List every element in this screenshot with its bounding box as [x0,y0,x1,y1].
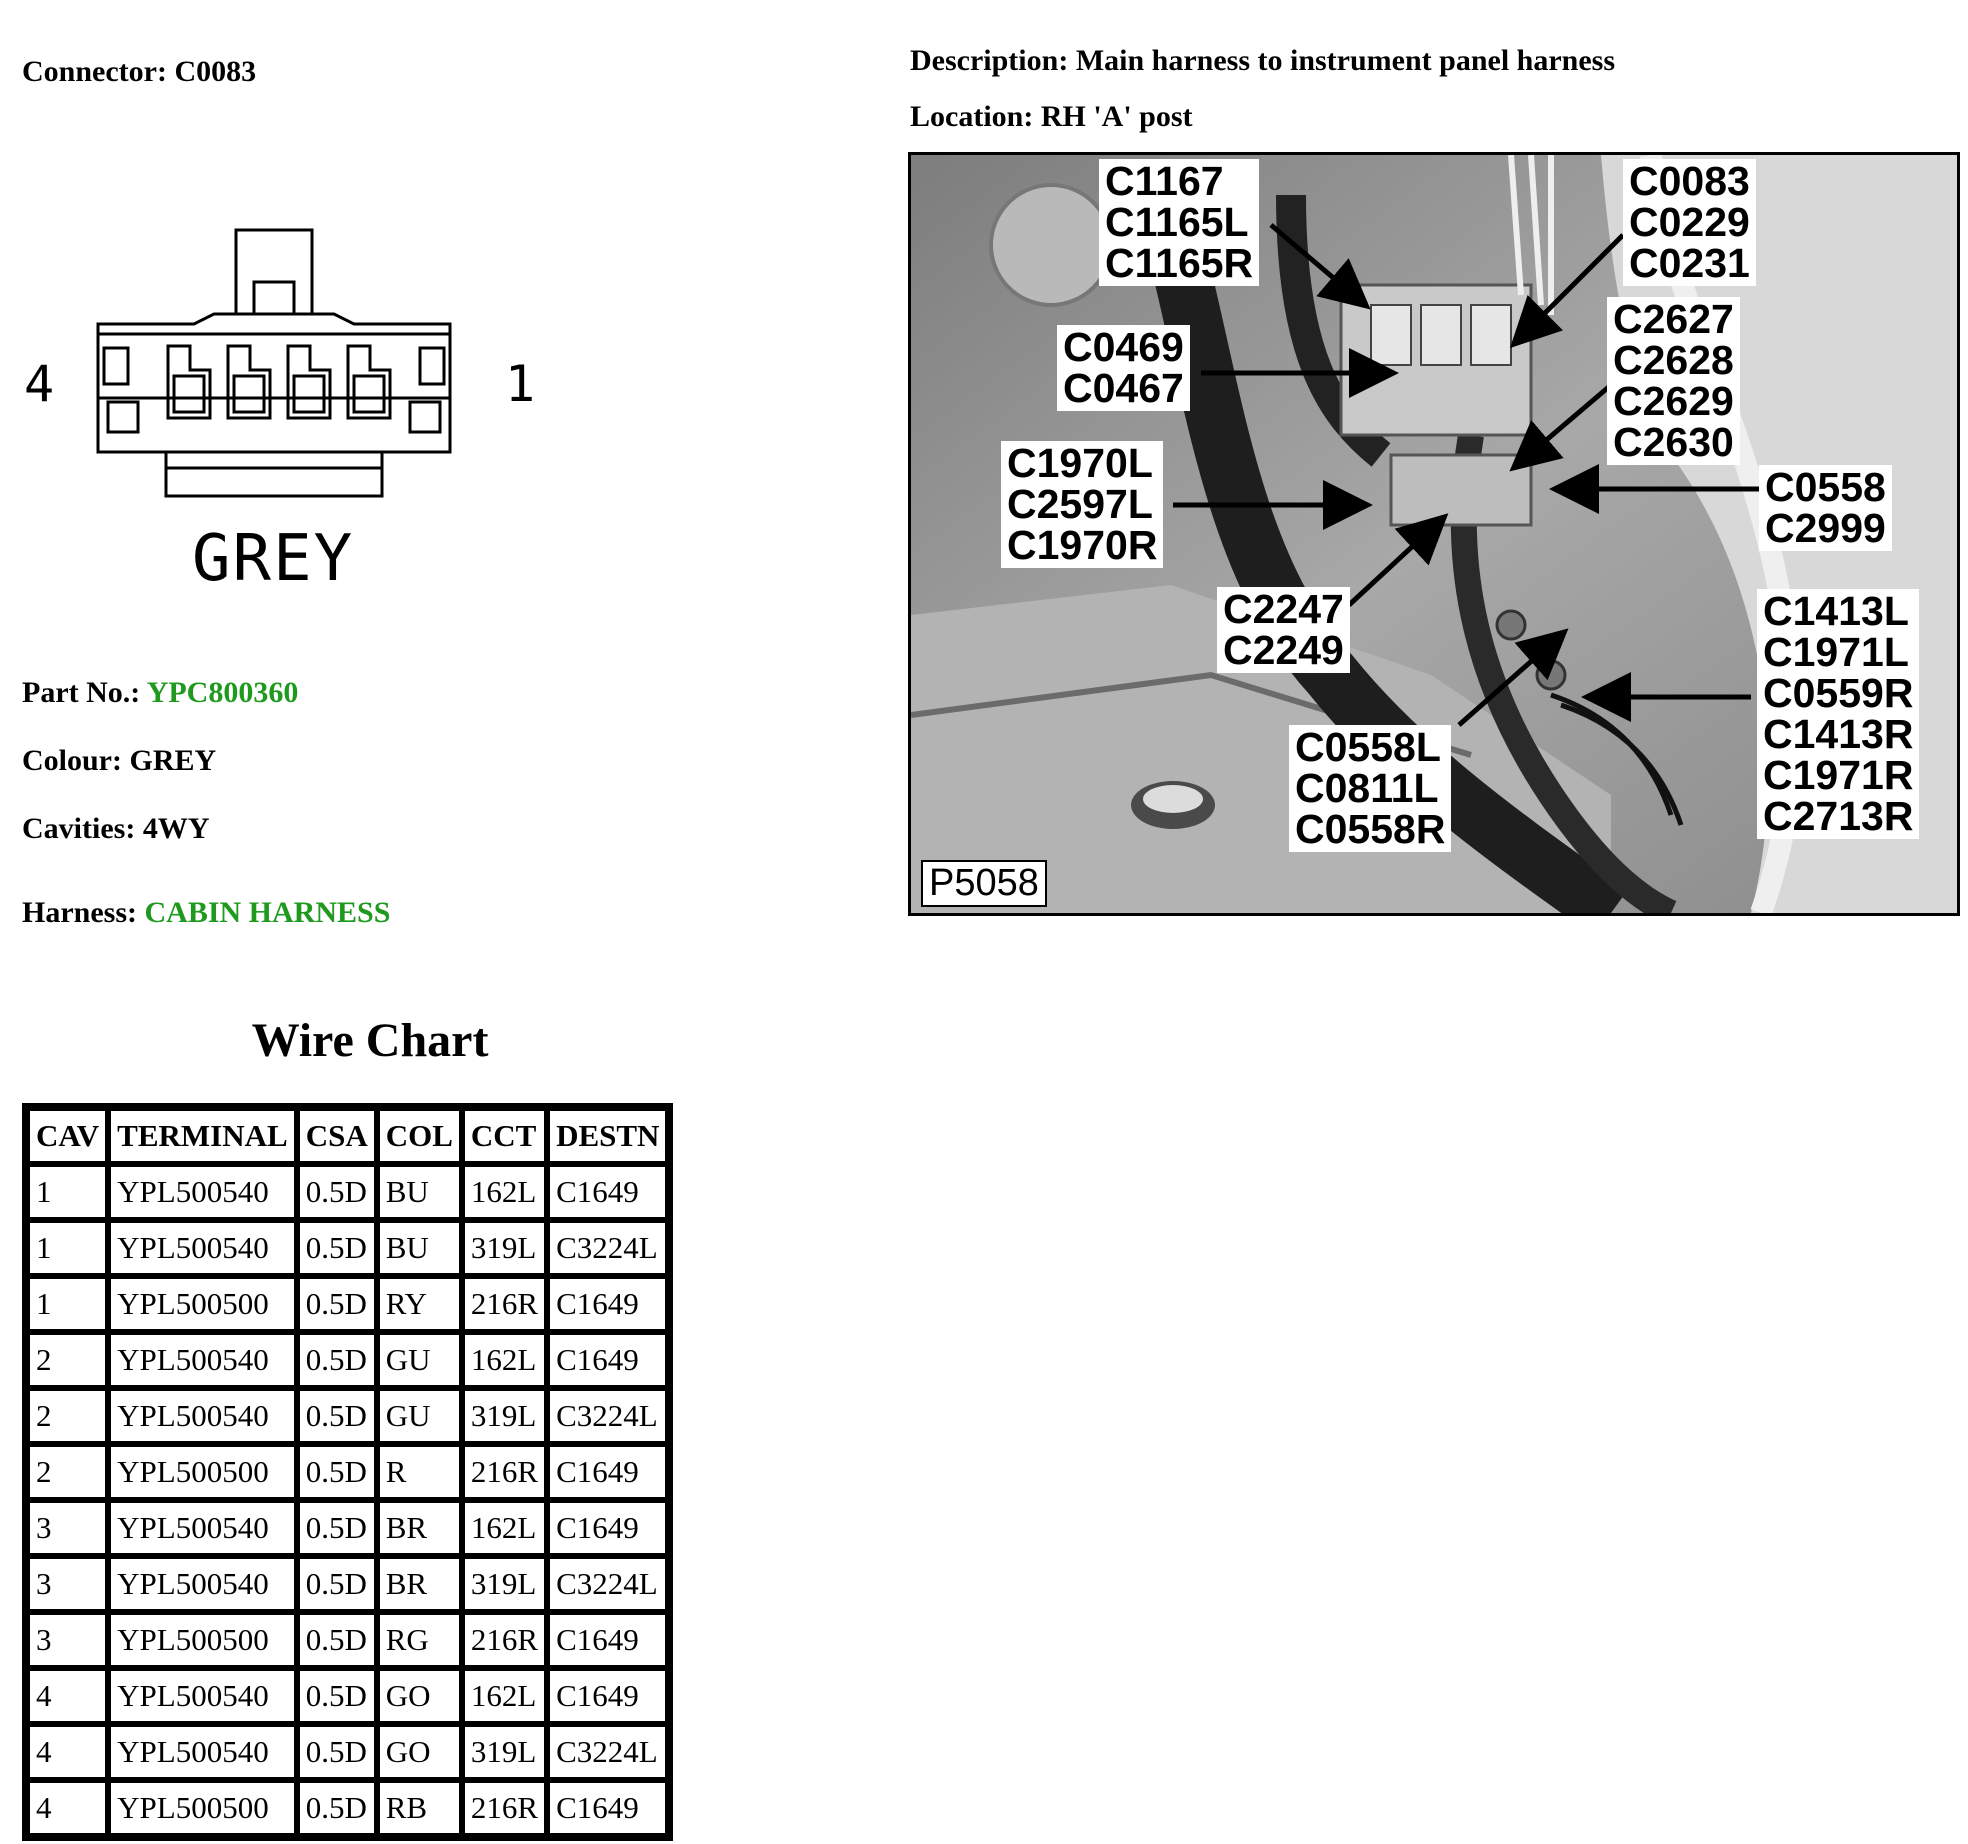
pin-number-left: 4 [24,355,55,413]
callout-c0558-group [1759,465,1892,551]
description-line [910,44,1615,78]
table-cell: BU [377,1220,462,1276]
table-cell: C1649 [547,1612,668,1668]
harness-line [22,896,390,930]
table-row [27,1612,668,1668]
callout-c2627-group [1607,297,1740,465]
table-cell: 0.5D [297,1500,377,1556]
table-cell: C3224L [547,1724,668,1780]
table-cell: 0.5D [297,1668,377,1724]
part-no-line [22,676,298,710]
table-cell: 2 [27,1444,108,1500]
table-cell: 216R [462,1612,547,1668]
callout-line: C0467 [1063,365,1184,411]
table-row [27,1500,668,1556]
table-cell: BR [377,1556,462,1612]
table-cell: 2 [27,1388,108,1444]
table-cell: 319L [462,1724,547,1780]
callout-line: C0558 [1765,464,1886,510]
table-row [27,1164,668,1220]
table-cell: 0.5D [297,1164,377,1220]
table-row [27,1780,668,1836]
table-cell: 0.5D [297,1556,377,1612]
table-cell: YPL500500 [108,1276,297,1332]
callout-line: C1970R [1007,522,1158,568]
callout-line: C0083 [1629,158,1750,204]
table-cell: 216R [462,1276,547,1332]
table-cell: GU [377,1388,462,1444]
table-cell: 0.5D [297,1612,377,1668]
location-photo [908,152,1960,916]
table-row [27,1444,668,1500]
table-cell: 0.5D [297,1388,377,1444]
table-cell: RY [377,1276,462,1332]
description-value: Main harness to instrument panel harness [1075,44,1616,77]
table-cell: BU [377,1164,462,1220]
table-cell: 0.5D [297,1444,377,1500]
callout-line: C0558L [1295,724,1441,770]
column-header: COL [377,1108,462,1164]
table-cell: 162L [462,1668,547,1724]
callout-line: C2630 [1613,419,1734,465]
table-cell: C1649 [547,1332,668,1388]
table-cell: 4 [27,1668,108,1724]
table-cell: 2 [27,1332,108,1388]
callout-line: C1165R [1105,240,1254,286]
harness-label: Harness: [22,896,137,929]
callout-line: C2629 [1613,378,1734,424]
wire-chart-body [27,1164,668,1836]
callout-c1413l-group [1757,589,1919,839]
callout-line: C1165L [1105,199,1249,245]
table-cell: 3 [27,1500,108,1556]
callout-line: C1167 [1105,158,1224,204]
table-cell: 3 [27,1556,108,1612]
table-cell: C3224L [547,1556,668,1612]
table-row [27,1668,668,1724]
callout-line: C1413L [1763,588,1909,634]
cavities-label: Cavities: [22,812,136,845]
table-cell: C3224L [547,1220,668,1276]
table-cell: RG [377,1612,462,1668]
table-row [27,1276,668,1332]
table-cell: 0.5D [297,1332,377,1388]
location-value: RH 'A' post [1040,100,1193,133]
callout-line: C2627 [1613,296,1734,342]
table-row [27,1556,668,1612]
table-cell: 162L [462,1500,547,1556]
table-cell: YPL500540 [108,1668,297,1724]
callout-c1167-group [1099,159,1259,286]
callout-line: C1970L [1007,440,1153,486]
pin-number-right: 1 [505,355,536,413]
cavities-line [22,812,209,846]
cavities-value: 4WY [142,812,210,845]
column-header: CCT [462,1108,547,1164]
table-cell: 4 [27,1780,108,1836]
table-cell: YPL500540 [108,1556,297,1612]
connector-colour-text: GREY [192,522,355,596]
table-cell: YPL500500 [108,1780,297,1836]
table-cell: C1649 [547,1668,668,1724]
table-cell: RB [377,1780,462,1836]
table-cell: 319L [462,1220,547,1276]
table-row [27,1332,668,1388]
column-header: TERMINAL [108,1108,297,1164]
table-cell: YPL500540 [108,1220,297,1276]
table-cell: 1 [27,1164,108,1220]
table-cell: 0.5D [297,1276,377,1332]
callout-line: C2597L [1007,481,1153,527]
callout-line: C2713R [1763,793,1914,839]
table-cell: YPL500540 [108,1164,297,1220]
colour-label: Colour: [22,744,122,777]
table-cell: GU [377,1332,462,1388]
table-cell: GO [377,1724,462,1780]
table-cell: 319L [462,1556,547,1612]
colour-line [22,744,216,778]
table-cell: C1649 [547,1164,668,1220]
table-cell: C3224L [547,1388,668,1444]
table-cell: 0.5D [297,1780,377,1836]
column-header: CSA [297,1108,377,1164]
photo-reference-id: P5058 [921,860,1047,907]
table-cell: 216R [462,1444,547,1500]
table-cell: 216R [462,1780,547,1836]
table-cell: YPL500500 [108,1612,297,1668]
callout-c1970l-group [1001,441,1163,568]
callout-line: C0559R [1763,670,1914,716]
table-cell: 319L [462,1388,547,1444]
table-cell: 0.5D [297,1724,377,1780]
location-line [910,100,1193,134]
table-cell: C1649 [547,1780,668,1836]
callout-line: C0231 [1629,240,1750,286]
callout-c2247-group [1217,587,1350,673]
harness-value: CABIN HARNESS [144,896,391,929]
table-cell: 0.5D [297,1220,377,1276]
table-cell: C1649 [547,1500,668,1556]
table-cell: YPL500540 [108,1724,297,1780]
callout-line: C0811L [1295,765,1439,811]
connector-value: C0083 [174,55,257,88]
colour-value: GREY [129,744,217,777]
callout-line: C1971L [1763,629,1909,675]
table-cell: GO [377,1668,462,1724]
table-cell: C1649 [547,1276,668,1332]
wire-chart-header-row [27,1108,668,1164]
connector-label: Connector: [22,55,167,88]
description-label: Description: [910,44,1069,77]
column-header: CAV [27,1108,108,1164]
callout-c0469-group [1057,325,1190,411]
location-label: Location: [910,100,1034,133]
part-no-label: Part No.: [22,676,141,709]
table-cell: YPL500500 [108,1444,297,1500]
wire-chart-table [22,1103,673,1841]
table-row [27,1388,668,1444]
wire-chart-title: Wire Chart [251,1014,489,1067]
table-cell: 1 [27,1220,108,1276]
table-row [27,1220,668,1276]
callout-line: C2247 [1223,586,1344,632]
callout-line: C2999 [1765,505,1886,551]
callout-line: C0229 [1629,199,1750,245]
table-cell: 162L [462,1332,547,1388]
callout-line: C1971R [1763,752,1914,798]
table-cell: 3 [27,1612,108,1668]
table-cell: 4 [27,1724,108,1780]
callout-c0558l-group [1289,725,1451,852]
callout-c0083-group [1623,159,1756,286]
table-cell: YPL500540 [108,1332,297,1388]
connector-heading [22,55,256,89]
column-header: DESTN [547,1108,668,1164]
table-cell: 1 [27,1276,108,1332]
callout-line: C2628 [1613,337,1734,383]
callout-line: C1413R [1763,711,1914,757]
table-cell: YPL500540 [108,1388,297,1444]
table-cell: 162L [462,1164,547,1220]
part-no-value: YPC800360 [146,676,299,709]
callout-line: C0558R [1295,806,1446,852]
table-cell: YPL500540 [108,1500,297,1556]
callout-line: C2249 [1223,627,1344,673]
table-row [27,1724,668,1780]
callout-line: C0469 [1063,324,1184,370]
table-cell: BR [377,1500,462,1556]
table-cell: C1649 [547,1444,668,1500]
table-cell: R [377,1444,462,1500]
